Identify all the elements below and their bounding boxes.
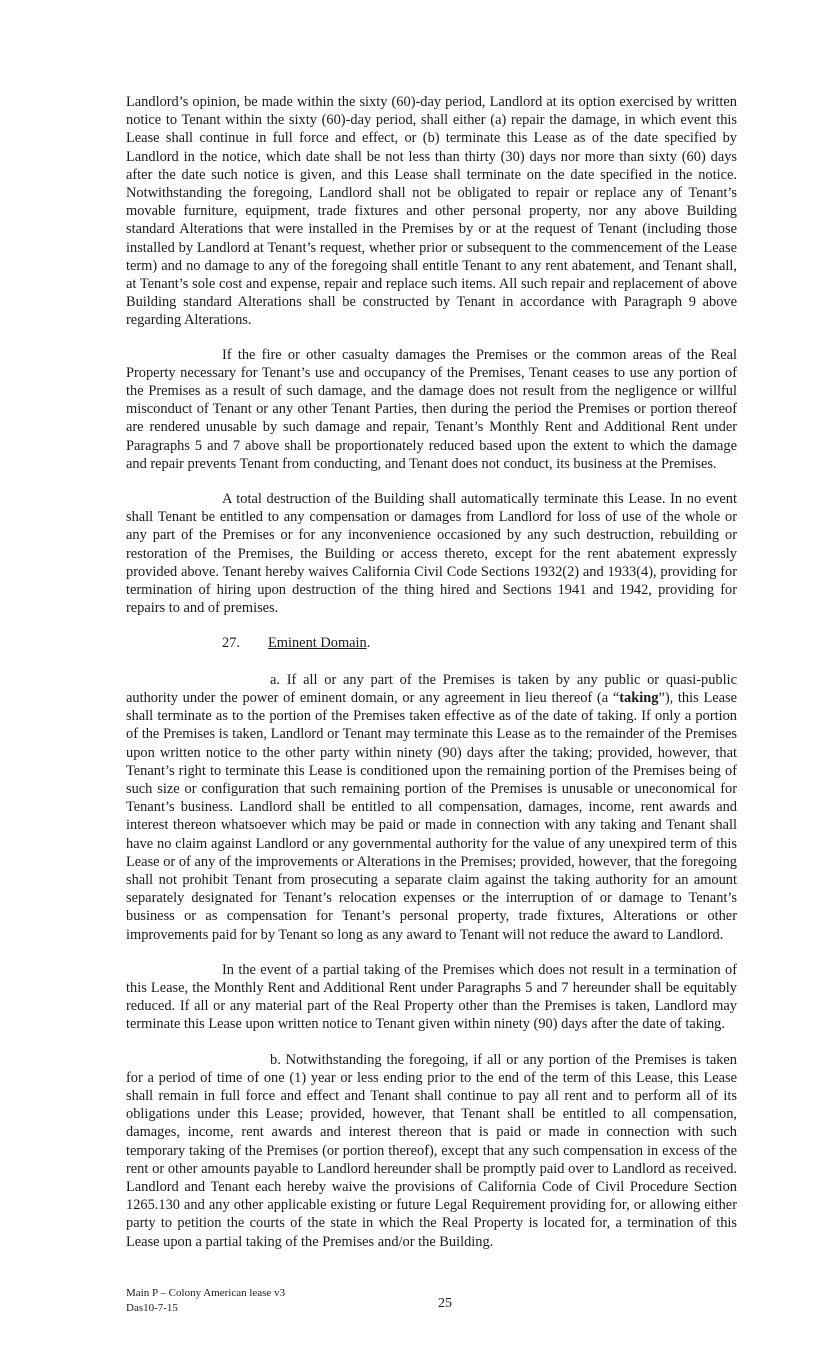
defined-term-taking: taking	[619, 689, 659, 706]
paragraph-a-text-after: ”), this Lease shall terminate as to the portion of the Premises taken effective as of the date of taking. If only a portion of the Premises is taken, Landlord or Tenant may terminate this Lease as to the remainder of the Premises upon written notice to the other party within ninety (90) days after the taking; provided, however, that Tenant’s right to terminate this Lease is conditioned upon the remaining portion of the Premises being of such size or configuration that such remaining portion of the Premises is unusable or uneconomical for Tenant’s business. Landlord shall be entitled to all compensation, damages, income, rent awards and interest thereon whatsoever which may be paid or made in connection with any taking and Tenant shall have no claim against Landlord or any governmental authority for the value of any unexpired term of this Lease or of any of the improvements or Alterations in the Premises; provided, however, that the foregoing shall not prohibit Tenant from prosecuting a separate claim against the taking authority for an amount separately designated for Tenant’s relocation expenses or the interruption of or damage to Tenant’s business or as compensation for Tenant’s personal property, trade fixtures, Alterations or other improvements paid for by Tenant so long as any award to Tenant will not reduce the award to Landlord.	[126, 689, 737, 943]
paragraph-rent-abatement: If the fire or other casualty damages the Premises or the common areas of the Real Property necessary for Tenant’s use and occupancy of the Premises, Tenant ceases to use any portion of the Premises as a result of such damage, and the damage does not result from the negligence or willful misconduct of Tenant or any other Tenant Parties, then during the period the Premises or portion thereof are rendered unusable by such damage and repair, Tenant’s Monthly Rent and Additional Rent under Paragraphs 5 and 7 above shall be proportionately reduced based upon the extent to which the damage and repair prevents Tenant from conducting, and Tenant does not conduct, its business at the Premises.	[126, 346, 737, 472]
document-footer	[126, 1286, 285, 1316]
page-number: 25	[438, 1296, 452, 1311]
paragraph-casualty-continuation: Landlord’s opinion, be made within the sixty (60)-day period, Landlord at its option exercised by written notice to Tenant within the sixty (60)-day period, shall either (a) repair the damage, in which event this Lease shall continue in full force and effect, or (b) terminate this Lease as of the date specified by Landlord in the notice, which date shall be not less than thirty (30) days nor more than sixty (60) days after the date such notice is given, and this Lease shall terminate on the date specified in the notice. Notwithstanding the foregoing, Landlord shall not be obligated to repair or replace any of Tenant’s movable furniture, equipment, trade fixtures and other personal property, nor any above Building standard Alterations that were installed in the Premises by or at the request of Tenant (including those installed by Landlord at Tenant’s request, whether prior or subsequent to the commencement of the Lease term) and no damage to any of the foregoing shall entitle Tenant to any rent abatement, and Tenant shall, at Tenant’s sole cost and expense, repair and replace such items. All such repair and replacement of above Building standard Alterations shall be constructed by Tenant in accordance with Paragraph 9 above regarding Alterations.	[126, 94, 737, 329]
subsection-label-a: a.	[270, 671, 280, 688]
paragraph-total-destruction: A total destruction of the Building shall automatically terminate this Lease. In no event shall Tenant be entitled to any compensation or damages from Landlord for loss of use of the whole or any part of the Premises or for any inconvenience occasioned by any such destruction, rebuilding or restoration of the Premises, the Building or access thereto, except for the rent abatement expressly provided above. Tenant hereby waives California Civil Code Sections 1932(2) and 1933(4), providing for termination of hiring upon destruction of the thing hired and Sections 1941 and 1942, providing for repairs to and of premises.	[126, 491, 737, 617]
footer-document-id: Das10-7-15	[126, 1302, 178, 1314]
footer-document-name: Main P – Colony American lease v3	[126, 1287, 286, 1299]
paragraph-partial-taking: In the event of a partial taking of the Premises which does not result in a termination of this Lease, the Monthly Rent and Additional Rent under Paragraphs 5 and 7 hereunder shall be equitably reduced. If all or any material part of the Real Property other than the Premises is taken, Landlord may terminate this Lease upon written notice to Tenant given within ninety (90) days after the date of taking.	[126, 961, 737, 1033]
section-heading	[126, 634, 737, 652]
paragraph-a-text-before: If all or any part of the Premises is taken by any public or quasi-public authority under the power of eminent domain, or any agreement in lieu thereof (a “	[126, 671, 737, 706]
subsection-label-b: b.	[270, 1051, 281, 1068]
paragraph-eminent-domain-a	[126, 671, 737, 944]
paragraph-b-text: Notwithstanding the foregoing, if all or any portion of the Premises is taken for a period of time of one (1) year or less ending prior to the end of the term of this Lease, this Lease shall remain in full force and effect and Tenant shall continue to pay all rent and to perform all of its obligations under this Lease; provided, however, that Tenant shall be entitled to all compensation, damages, income, rent awards and interest thereon that is paid or made in connection with such temporary taking of the Premises (or portion thereof), except that any such compensation in excess of the rent or other amounts payable to Landlord hereunder shall be promptly paid over to Landlord as received. Landlord and Tenant each hereby waive the provisions of California Code of Civil Procedure Section 1265.130 and any other applicable existing or future Legal Requirement providing for, or allowing either party to petition the courts of the state in which the Real Property is located for, a termination of this Lease upon a partial taking of the Premises and/or the Building.	[126, 1051, 737, 1250]
section-number: 27.	[222, 635, 240, 652]
paragraph-eminent-domain-b	[126, 1051, 737, 1251]
document-body	[126, 93, 737, 1251]
section-title: Eminent Domain	[268, 635, 367, 652]
section-title-period: .	[366, 635, 371, 652]
